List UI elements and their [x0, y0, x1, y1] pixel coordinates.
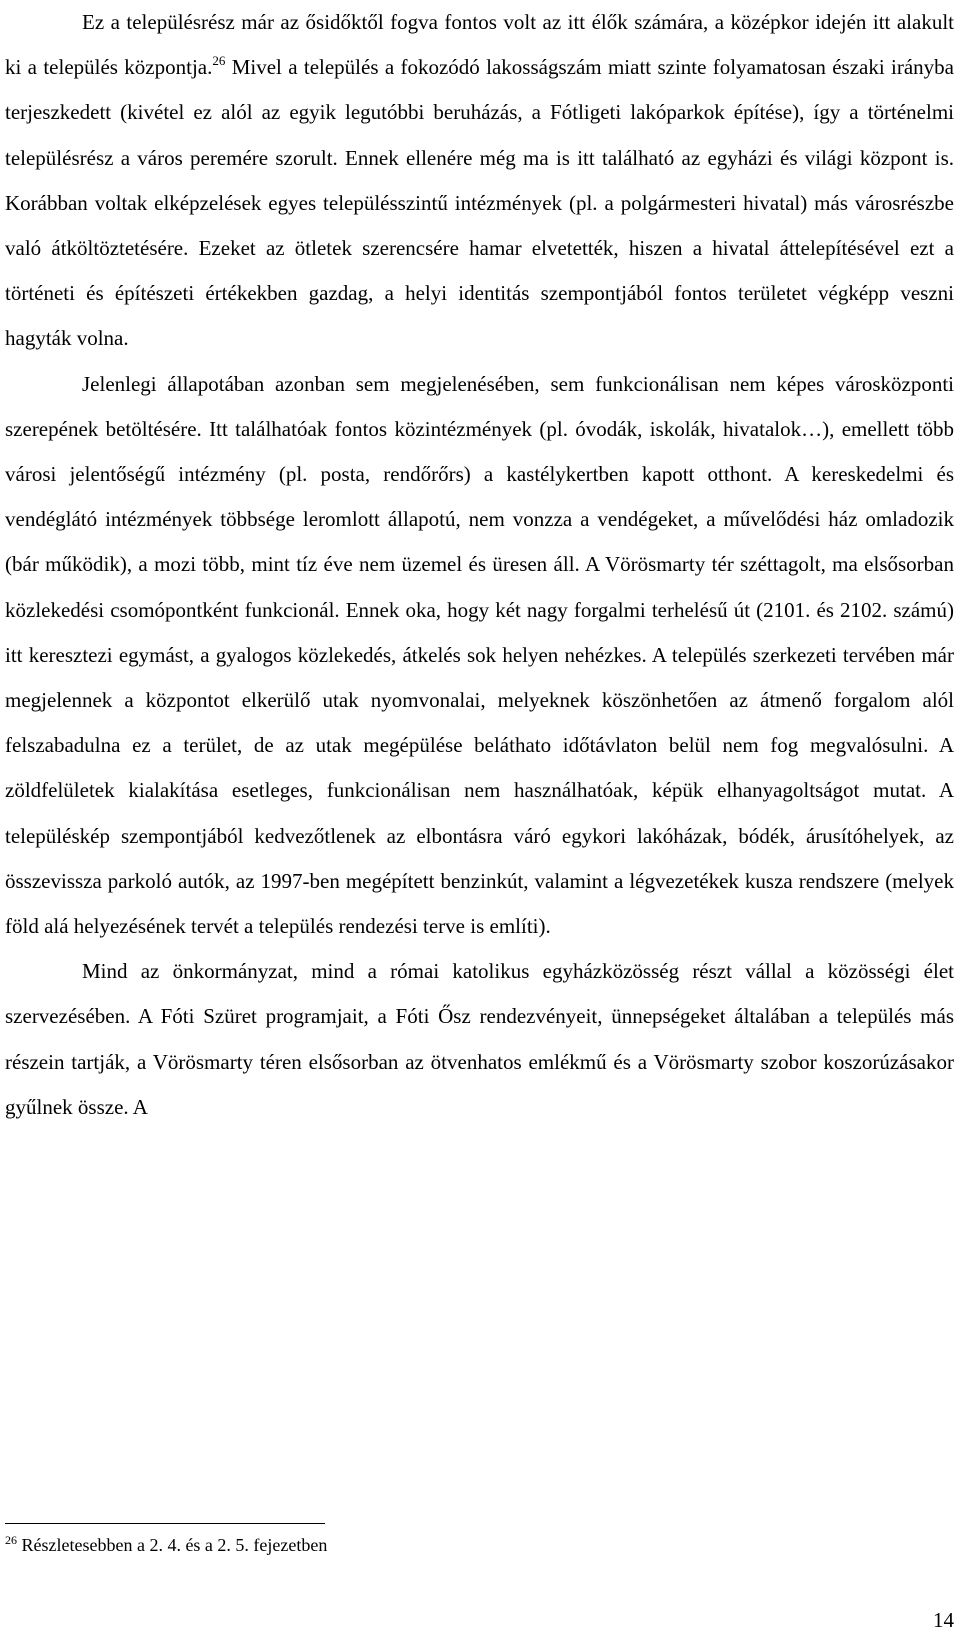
page-number: 14	[933, 1608, 954, 1632]
footnote-text: Részletesebben a 2. 4. és a 2. 5. fejezetben	[21, 1535, 328, 1555]
body-text	[5, 0, 954, 1130]
footnote-separator	[5, 1523, 325, 1524]
paragraph-1	[5, 0, 954, 362]
footnote	[5, 1533, 327, 1557]
footnote-number: 26	[5, 1533, 17, 1547]
paragraph-1-text-before-ref: Ez a településrész már az ősidőktől fogva fontos volt az itt élők számára, a középkor idején itt alakult ki a település központja.	[5, 10, 954, 80]
footnote-reference-26[interactable]: 26	[212, 53, 226, 69]
paragraph-1-text-after-ref: Mivel a település a fokozódó lakosságszám miatt szinte folyamatosan északi irányba terjeszkedett (kivétel ez alól az egyik legutóbbi beruházás, a Fótligeti lakóparkok építése), így a történelmi településrész a város peremére szorult. Ennek ellenére még ma is itt található az egyházi és világi központ is. Korábban voltak elképzelések egyes településszintű intézmények (pl. a polgármesteri hivatal) más városrészbe való átköltöztetésére. Ezeket az ötletek szerencsére hamar elvetették, hiszen a hivatal áttelepítésével ezt a történeti és építészeti értékekben gazdag, a helyi identitás szempontjából fontos területet végképp veszni hagyták volna.	[5, 55, 955, 351]
paragraph-3: Mind az önkormányzat, mind a római katolikus egyházközösség részt vállal a közösségi élet szervezésében. A Fóti Szüret programjait, a Fóti Ősz rendezvényeit, ünnepségeket általában a település más részein tartják, a Vörösmarty téren elsősorban az ötvenhatos emlékmű és a Vörösmarty szobor koszorúzásakor gyűlnek össze. A	[5, 959, 954, 1119]
paragraph-2: Jelenlegi állapotában azonban sem megjelenésében, sem funkcionálisan nem képes városközponti szerepének betöltésére. Itt találhatóak fontos közintézmények (pl. óvodák, iskolák, hivatalok…), emellett több városi jelentőségű intézmény (pl. posta, rendőrőrs) a kastélykertben kapott otthont. A kereskedelmi és vendéglátó intézmények többsége leromlott állapotú, nem vonzza a vendégeket, a művelődési ház omladozik (bár működik), a mozi több, mint tíz éve nem üzemel és üresen áll. A Vörösmarty tér széttagolt, ma elsősorban közlekedési csomópontként funkcionál. Ennek oka, hogy két nagy forgalmi terhelésű út (2101. és 2102. számú) itt keresztezi egymást, a gyalogos közlekedés, átkelés sok helyen nehézkes. A település szerkezeti tervében már megjelennek a központot elkerülő utak nyomvonalai, melyeknek köszönhetően az átmenő forgalom alól felszabadulna ez a terület, de az utak megépülése beláthato időtávlaton belül nem fog megvalósulni. A zöldfelületek kialakítása esetleges, funkcionálisan nem használhatóak, képük elhanyagoltságot mutat. A településkép szempontjából kedvezőtlenek az elbontásra váró egykori lakóházak, bódék, árusítóhelyek, az összevissza parkoló autók, az 1997-ben megépített benzinkút, valamint a légvezetékek kusza rendszere (melyek föld alá helyezésének tervét a település rendezési terve is említi).	[5, 371, 954, 939]
